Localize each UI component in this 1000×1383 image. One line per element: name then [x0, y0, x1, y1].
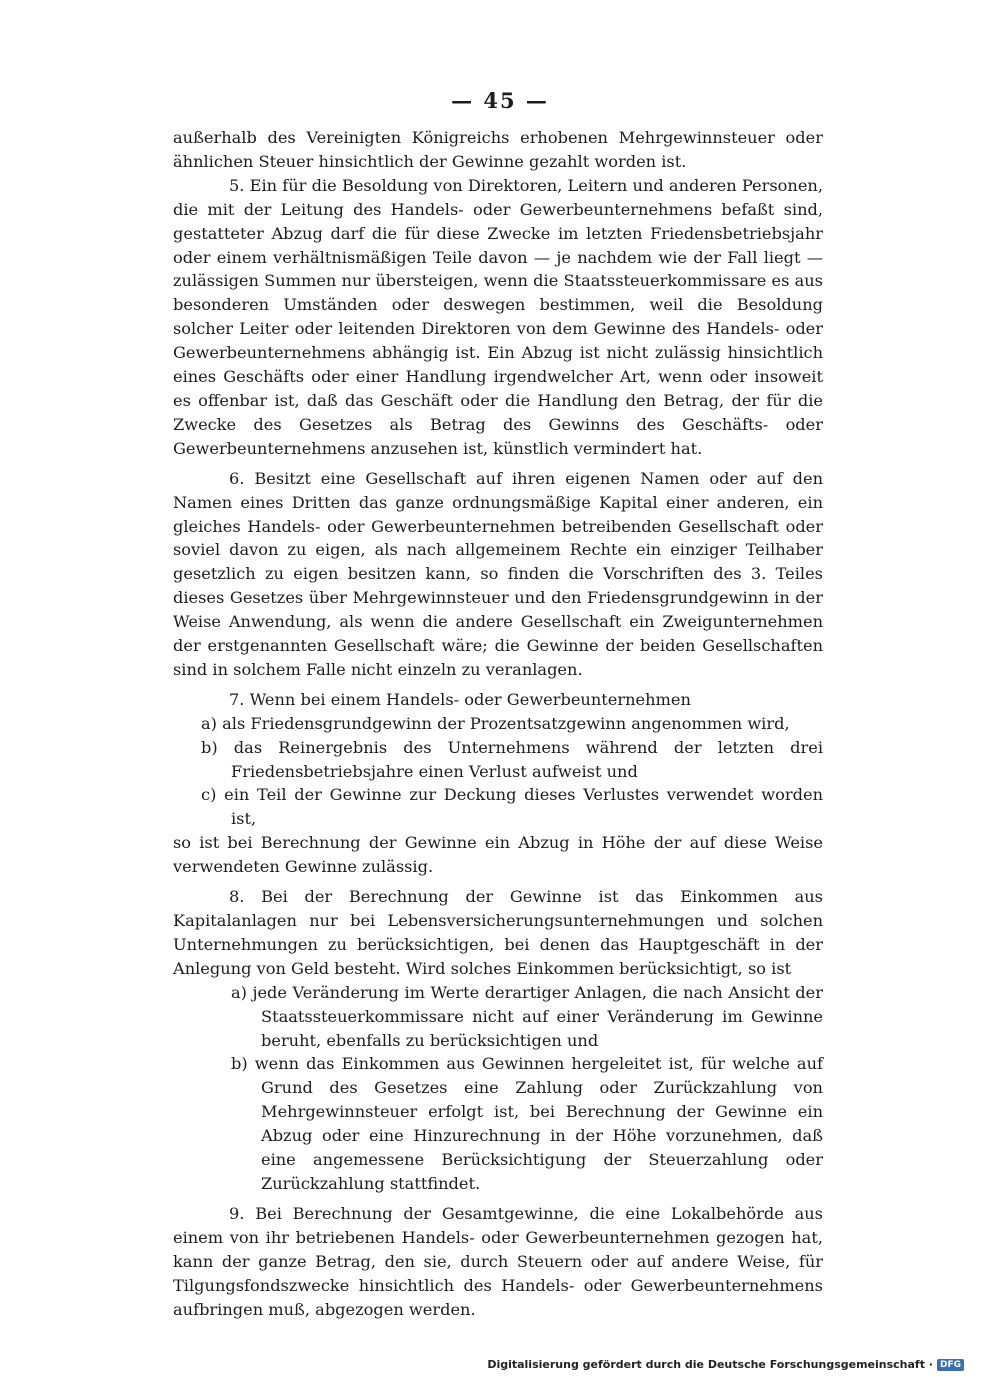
- paragraph-7a: a) als Friedensgrundgewinn der Prozentsatzgewinn angenommen wird,: [201, 713, 790, 733]
- paragraph-8a: a) jede Veränderung im Werte derartiger Anlagen, die nach Ansicht der Staatssteuerkommissare nicht auf einer Veränderung im Gewinne beruht, ebenfalls zu berücksichtigen und: [231, 982, 823, 1050]
- paragraph-9: 9. Bei Berechnung der Gesamtgewinne, die eine Lokalbehörde aus einem von ihr betriebenen Handels- oder Gewerbeunternehmen gezogen hat, kann der ganze Betrag, den sie, durch Steuern oder auf andere Weise, für Tilgungsfondszwecke hinsichtlich des Handels- oder Gewerbeunternehmens aufbringen muß, abgezogen werden.: [173, 1203, 823, 1319]
- page-number: — 45 —: [451, 88, 549, 113]
- paragraph-continuation: außerhalb des Vereinigten Königreichs erhobenen Mehrgewinnsteuer oder ähnlichen Steuer hinsichtlich der Gewinne gezahlt worden ist.: [173, 128, 823, 171]
- paragraph-7-conclusion: so ist bei Berechnung der Gewinne ein Abzug in Höhe der auf diese Weise verwendeten Gewinne zulässig.: [173, 833, 823, 877]
- paragraph-7c: c) ein Teil der Gewinne zur Deckung dieses Verlustes verwendet worden ist,: [201, 785, 823, 829]
- paragraph-8: 8. Bei der Berechnung der Gewinne ist das Einkommen aus Kapitalanlagen nur bei Lebensversicherungsunternehmungen und solchen Unternehmungen zu berücksichtigen, bei denen das Hauptgeschäft in der Anlegung von Geld besteht. Wird solches Einkommen berücksichtigt, so ist: [173, 887, 823, 978]
- paragraph-5: 5. Ein für die Besoldung von Direktoren, Leitern und anderen Personen, die mit der Leitung des Handels- oder Gewerbeunternehmens befaßt sind, gestatteter Abzug darf die für diese Zwecke im letzten Friedensbetriebsjahr oder einem verhältnismäßigen Teile davon — je nachdem wie der Fall liegt — zulässigen Summen nur übersteigen, wenn die Staatssteuerkommissare es aus besonderen Umständen oder deswegen bestimmen, weil die Besoldung solcher Leiter oder leitenden Direktoren von dem Gewinne des Handels- oder Gewerbeunternehmens abhängig ist. Ein Abzug ist nicht zulässig hinsichtlich eines Geschäfts oder einer Handlung irgendwelcher Art, wenn oder insoweit es offenbar ist, daß das Geschäft oder die Handlung den Betrag, der für die Zwecke des Gesetzes als Betrag des Gewinns des Geschäfts- oder Gewerbeunternehmens anzusehen ist, künstlich vermindert hat.: [173, 175, 823, 458]
- paragraph-7b: b) das Reinergebnis des Unternehmens während der letzten drei Friedensbetriebsjahre einen Verlust aufweist und: [201, 737, 823, 781]
- body-text: [173, 126, 823, 1321]
- footer-text: Digitalisierung gefördert durch die Deutsche Forschungsgemeinschaft ·: [487, 1358, 933, 1371]
- paragraph-8b: b) wenn das Einkommen aus Gewinnen hergeleitet ist, für welche auf Grund des Gesetzes eine Zahlung oder Zurückzahlung von Mehrgewinnsteuer erfolgt ist, bei Berechnung der Gewinne ein Abzug oder eine Hinzurechnung in der Höhe vorzunehmen, daß eine angemessene Berücksichtigung der Steuerzahlung oder Zurückzahlung stattfindet.: [231, 1054, 823, 1193]
- digitization-footer: [487, 1358, 964, 1371]
- dfg-logo: DFG: [937, 1359, 964, 1371]
- paragraph-6: 6. Besitzt eine Gesellschaft auf ihren eigenen Namen oder auf den Namen eines Dritten das ganze ordnungsmäßige Kapital einer anderen, ein gleiches Handels- oder Gewerbeunternehmen betreibenden Gesellschaft oder soviel davon zu eigen, als nach allgemeinem Rechte ein einziger Teilhaber gesetzlich zu eigen besitzen kann, so finden die Vorschriften des 3. Teiles dieses Gesetzes über Mehrgewinnsteuer und den Friedensgrundgewinn in der Weise Anwendung, als wenn die andere Gesellschaft ein Zweigunternehmen der erstgenannten Gesellschaft wäre; die Gewinne der beiden Gesellschaften sind in solchem Falle nicht einzeln zu veranlagen.: [173, 468, 823, 679]
- paragraph-7: 7. Wenn bei einem Handels- oder Gewerbeunternehmen: [229, 689, 691, 709]
